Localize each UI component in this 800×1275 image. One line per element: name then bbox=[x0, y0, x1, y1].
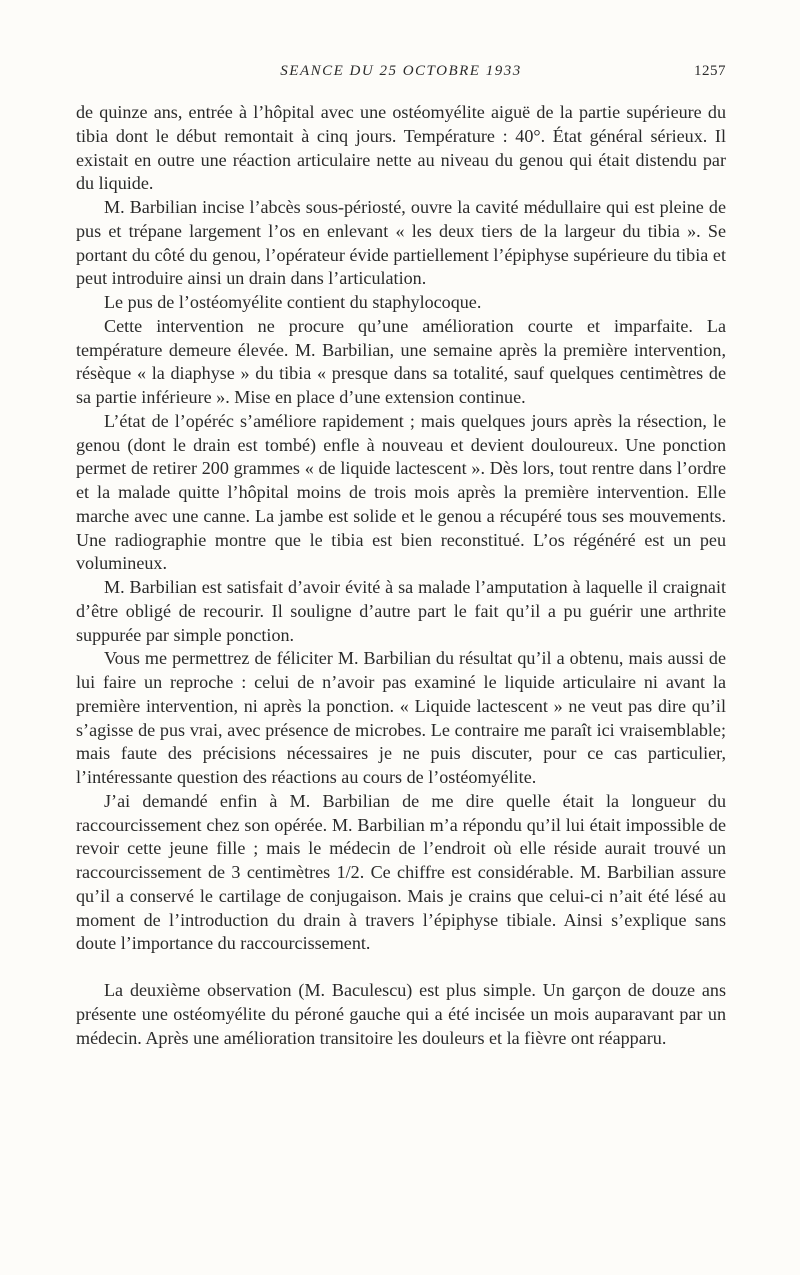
header-title: SEANCE DU 25 OCTOBRE 1933 bbox=[280, 63, 522, 79]
page-number: 1257 bbox=[694, 63, 726, 79]
paragraph: La deuxième observation (M. Baculescu) est plus simple. Un garçon de douze ans présente une ostéomyélite du péroné gauche qui a été incisée un mois auparavant par un médecin. Après une amélioration transitoire les douleurs et la fièvre ont réapparu. bbox=[76, 980, 726, 1048]
paragraph: J’ai demandé enfin à M. Barbilian de me dire quelle était la longueur du raccourcissement chez son opérée. M. Barbilian m’a répondu qu’il lui était impossible de revoir cette jeune fille ; mais le médecin de l’endroit où elle réside aurait trouvé un raccourcissement de 3 centimètres 1/2. Ce chiffre est considérable. M. Barbilian assure qu’il a conservé le cartilage de conjugaison. Mais je crains que celui-ci n’ait été lésé au moment de l’introduction du drain à travers l’épiphyse tibiale. Ainsi s’explique sans doute l’importance du raccourcissement. bbox=[76, 790, 726, 954]
paragraph: Cette intervention ne procure qu’une amélioration courte et imparfaite. La température demeure élevée. M. Barbilian, une semaine après la première intervention, résèque « la diaphyse » du tibia « presque dans sa totalité, sauf quelques centimètres de sa partie inférieure ». Mise en place d’une extension continue. bbox=[76, 315, 726, 407]
section-gap bbox=[76, 956, 726, 979]
paragraph: L’état de l’opéréc s’améliore rapidement ; mais quelques jours après la résection, le genou (dont le drain est tombé) enfle à nouveau et devient douloureux. Une ponction permet de retirer 200 grammes « de liquide lactescent ». Dès lors, tout rentre dans l’ordre et la malade quitte l’hôpital moins de trois mois après la première intervention. Elle marche avec une canne. La jambe est solide et le genou a récupéré tous ses mouvements. Une radiographie montre que le tibia est bien reconstitué. L’os régénéré est un peu volumineux. bbox=[76, 410, 726, 574]
paragraph: M. Barbilian incise l’abcès sous-périosté, ouvre la cavité médullaire qui est pleine de pus et trépane largement l’os en enlevant « les deux tiers de la largeur du tibia ». Se portant du côté du genou, l’opérateur évide partiellement l’épiphyse supérieure du tibia et peut introduire ainsi un drain dans l’articulation. bbox=[76, 197, 726, 289]
paragraph: Le pus de l’ostéomyélite contient du staphylocoque. bbox=[104, 292, 482, 312]
body-text bbox=[76, 101, 726, 1050]
paragraph-continuation: de quinze ans, entrée à l’hôpital avec une ostéomyélite aiguë de la partie supérieure du tibia dont le début remontait à cinq jours. Température : 40°. État général sérieux. Il existait en outre une réaction articulaire nette au niveau du genou qui était distendu par du liquide. bbox=[76, 102, 726, 194]
paragraph: Vous me permettrez de féliciter M. Barbilian du résultat qu’il a obtenu, mais aussi de lui faire un reproche : celui de n’avoir pas examiné le liquide articulaire ni avant la première intervention, ni après la ponction. « Liquide lactescent » ne veut pas dire qu’il s’agisse de pus vrai, avec présence de microbes. Le contraire me paraît ici vraisemblable; mais faute des précisions nécessaires je ne puis discuter, pour ce cas particulier, l’intéressante question des réactions au cours de l’ostéomyélite. bbox=[76, 648, 726, 787]
paragraph: M. Barbilian est satisfait d’avoir évité à sa malade l’amputation à laquelle il craignait d’être obligé de recourir. Il souligne d’autre part le fait qu’il a pu guérir une arthrite suppurée par simple ponction. bbox=[76, 577, 726, 645]
running-header bbox=[76, 63, 726, 85]
